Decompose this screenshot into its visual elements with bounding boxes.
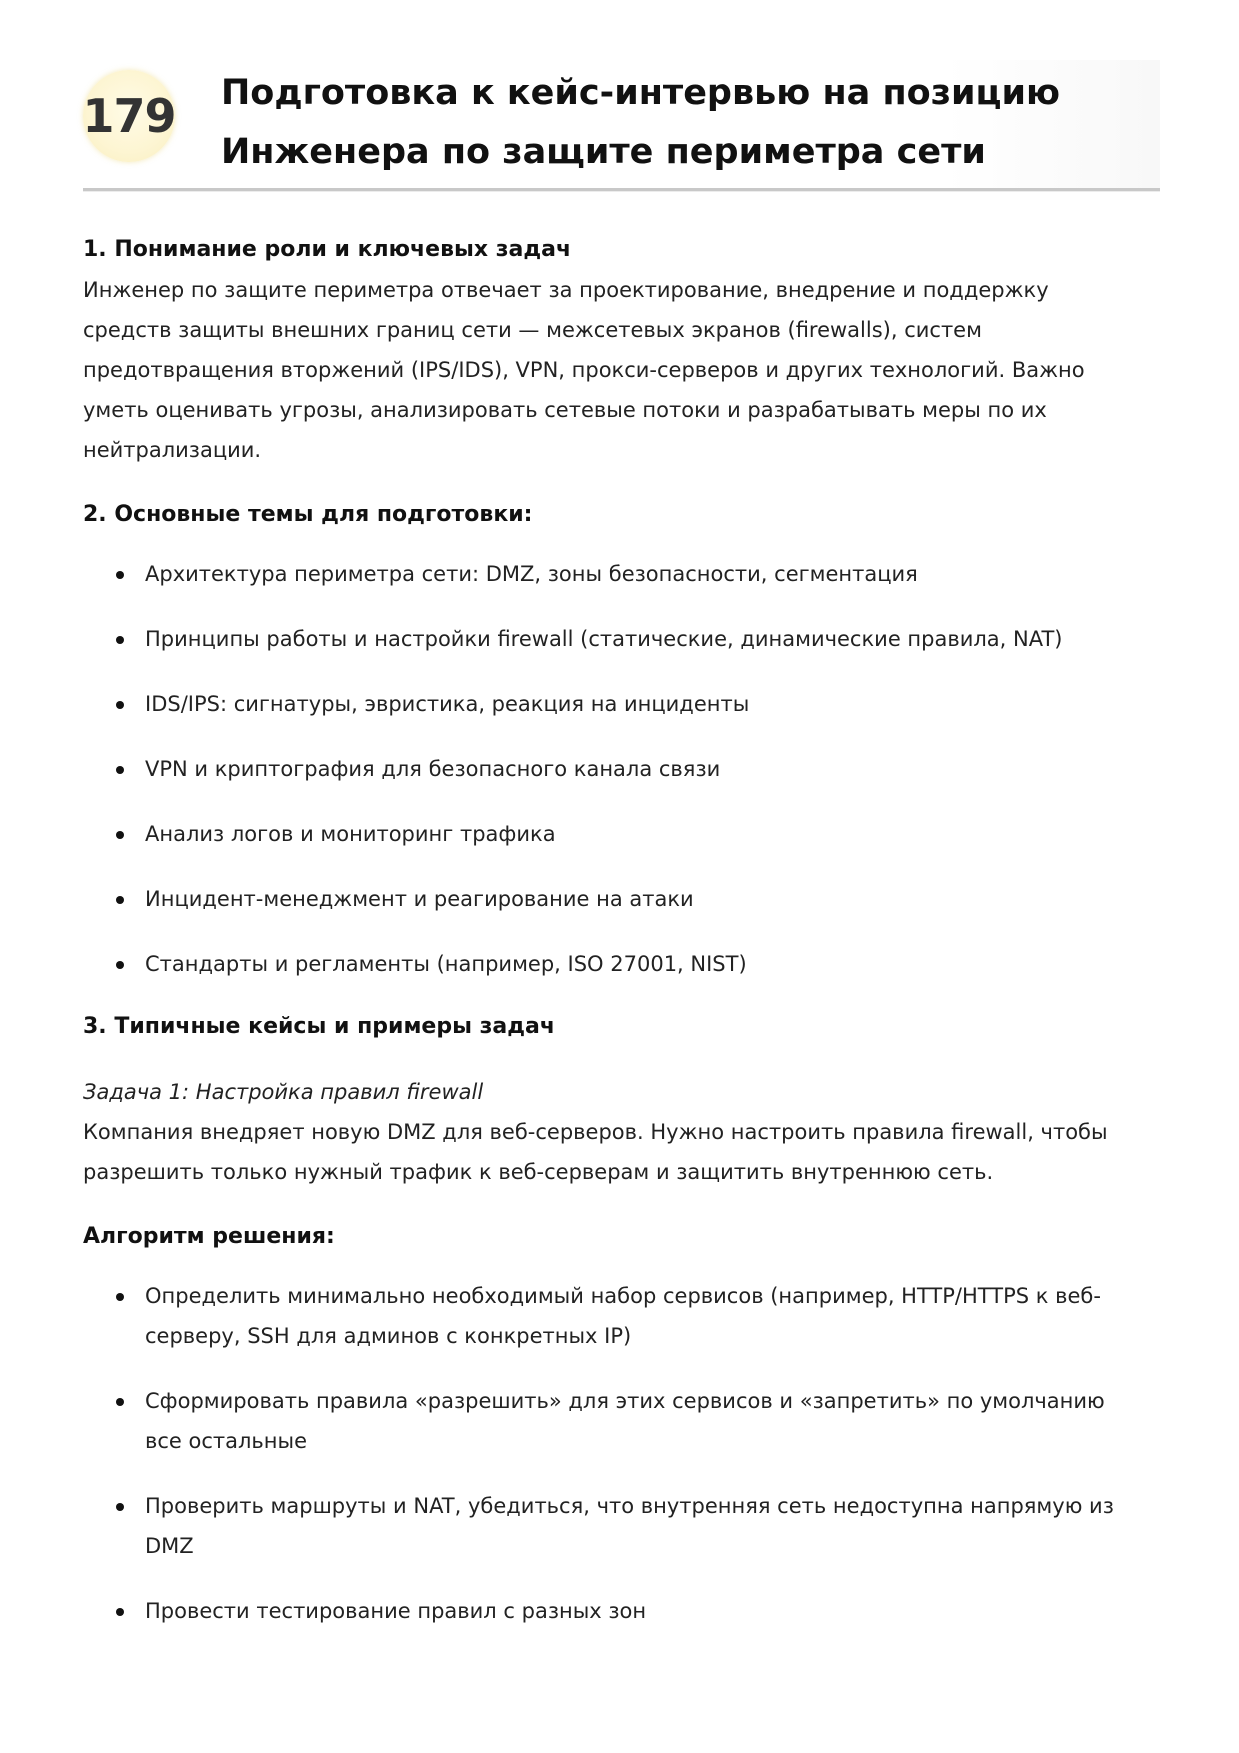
algorithm-heading: Алгоритм решения:	[83, 1224, 335, 1249]
list-item-line: Определить минимально необходимый набор сервисов (например, HTTP/HTTPS к веб-	[145, 1284, 1101, 1308]
chapter-number-badge	[83, 70, 175, 162]
paragraph-line: нейтрализации.	[83, 438, 262, 462]
list-item	[83, 1591, 1160, 1631]
list-item: IDS/IPS: сигнатуры, эвристика, реакция на инциденты	[83, 684, 1160, 724]
paragraph-line: разрешить только нужный трафик к веб-серверам и защитить внутреннюю сеть.	[83, 1160, 994, 1184]
page-title-line-1: Подготовка к кейс-интервью на позицию	[221, 73, 1061, 113]
list-item-line: Сформировать правила «разрешить» для этих сервисов и «запретить» по умолчанию	[145, 1389, 1105, 1413]
task-description	[83, 1112, 1160, 1192]
page-title-line-2: Инженера по защите периметра сети	[221, 132, 986, 172]
list-item-line: DMZ	[145, 1534, 194, 1558]
list-item: VPN и криптография для безопасного канала связи	[83, 749, 1160, 789]
chapter-number: 179	[82, 89, 176, 143]
section-1-paragraph	[83, 270, 1160, 470]
paragraph-line: Инженер по защите периметра отвечает за проектирование, внедрение и поддержку	[83, 278, 1049, 302]
topics-list	[83, 554, 1160, 984]
algorithm-steps-list	[83, 1276, 1160, 1631]
list-item-line: серверу, SSH для админов с конкретных IP)	[145, 1324, 632, 1348]
document-page	[82, 60, 1160, 1623]
paragraph-line: уметь оценивать угрозы, анализировать сетевые потоки и разрабатывать меры по их	[83, 398, 1047, 422]
list-item	[83, 1276, 1160, 1356]
list-item: Анализ логов и мониторинг трафика	[83, 814, 1160, 854]
task-title: Задача 1: Настройка правил firewall	[83, 1080, 484, 1104]
section-2-heading: 2. Основные темы для подготовки:	[83, 502, 533, 527]
list-item: Стандарты и регламенты (например, ISO 27001, NIST)	[83, 944, 1160, 984]
list-item	[83, 1486, 1160, 1566]
list-item: Инцидент-менеджмент и реагирование на атаки	[83, 879, 1160, 919]
paragraph-line: Компания внедряет новую DMZ для веб-серверов. Нужно настроить правила firewall, чтобы	[83, 1120, 1108, 1144]
list-item: Принципы работы и настройки firewall (статические, динамические правила, NAT)	[83, 619, 1160, 659]
list-item-line: Провести тестирование правил с разных зон	[145, 1599, 647, 1623]
list-item	[83, 1381, 1160, 1461]
list-item-line: Проверить маршруты и NAT, убедиться, что внутренняя сеть недоступна напрямую из	[145, 1494, 1114, 1518]
list-item: Архитектура периметра сети: DMZ, зоны безопасности, сегментация	[83, 554, 1160, 594]
page-content	[83, 230, 1160, 1631]
paragraph-line: предотвращения вторжений (IPS/IDS), VPN, прокси-серверов и других технологий. Важно	[83, 358, 1085, 382]
section-1-heading: 1. Понимание роли и ключевых задач	[83, 237, 572, 262]
page-title	[221, 64, 1060, 182]
paragraph-line: средств защиты внешних границ сети — межсетевых экранов (firewalls), систем	[83, 318, 982, 342]
list-item-line: все остальные	[145, 1429, 308, 1453]
page-header	[83, 60, 1160, 191]
section-3-heading: 3. Типичные кейсы и примеры задач	[83, 1014, 555, 1039]
